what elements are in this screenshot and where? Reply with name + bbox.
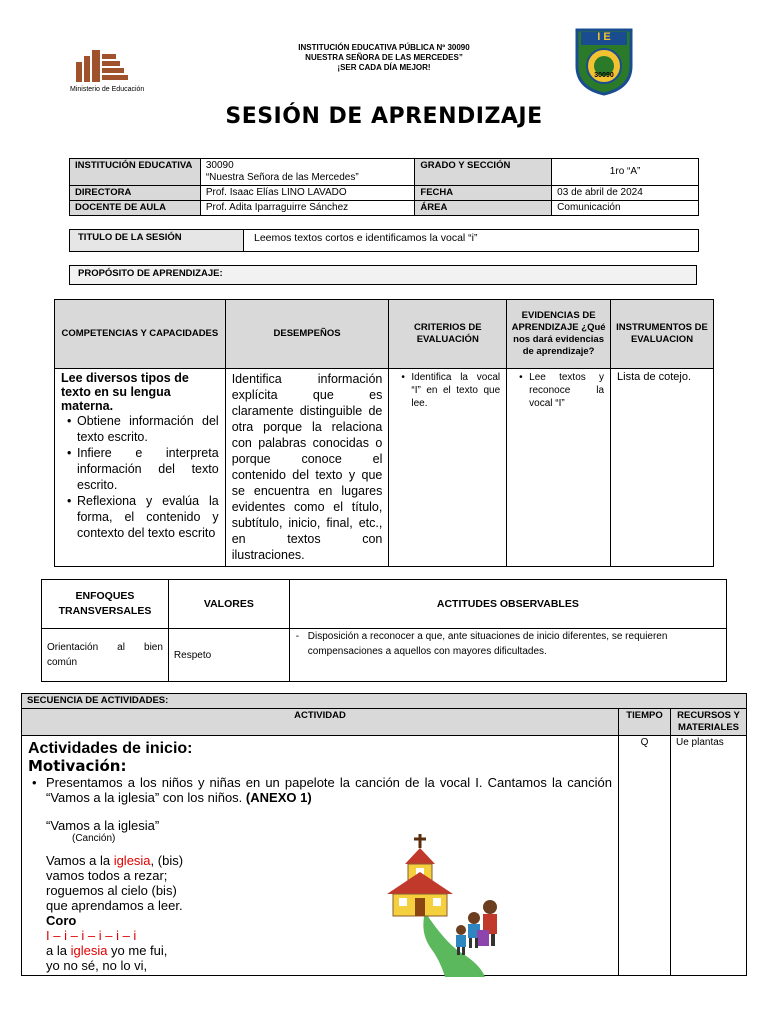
motivacion-title: Motivación: — [28, 757, 127, 775]
anexo-label: (ANEXO 1) — [245, 790, 312, 805]
actitud-cell — [289, 629, 726, 682]
actividad-cell — [22, 736, 619, 976]
tiempo-cell: Q — [619, 736, 671, 976]
grado-value: 1ro “A” — [552, 159, 699, 186]
activity-bullet: • Presentamos a los niños y niñas en un papelote la canción de la vocal I. Cantamos la canción “Vamos a la iglesia” con los niños. (ANEXO 1) — [32, 775, 613, 805]
lyric-line: que aprendamos a leer. — [46, 898, 183, 913]
capacidades-list — [61, 413, 219, 541]
actitud-text: Disposición a reconocer a que, ante situaciones de inicio diferentes, se requieren compensaciones a aquellos con mayores dificultades. — [307, 631, 668, 657]
evidencia-cell — [507, 369, 611, 567]
table-header-row — [42, 580, 727, 629]
church-icon — [385, 832, 515, 977]
table-row — [42, 629, 727, 682]
institucion-code: 30090 — [205, 160, 234, 171]
area-value: Comunicación — [552, 201, 699, 216]
table-row — [55, 369, 714, 567]
directora-value: Prof. Isaac Elías LINO LAVADO — [200, 186, 415, 201]
valor-cell: Respeto — [168, 629, 289, 682]
desempeno-cell: Identifica información explícita que es claramente distinguible de otra porque la relaciona con palabras conocidas o porque conoce el contenido del texto y que se encuentra en lugares evidentes como el título, subtítulo, inicio, final, etc., en textos con ilustraciones. — [225, 369, 389, 567]
school-crest — [573, 26, 635, 96]
column-header: ACTITUDES OBSERVABLES — [289, 580, 726, 629]
grado-label: GRADO Y SECCIÓN — [415, 159, 552, 186]
institucion-label: INSTITUCIÓN EDUCATIVA — [70, 159, 201, 186]
table-header-row — [22, 694, 747, 709]
column-header: RECURSOS Y MATERIALES — [671, 709, 747, 736]
secuencia-title: SECUENCIA DE ACTIVIDADES: — [22, 694, 747, 709]
school-header — [250, 43, 518, 73]
column-header: DESEMPEÑOS — [225, 300, 389, 369]
enfoques-table — [41, 579, 727, 682]
info-table — [69, 158, 699, 216]
ministry-logo-icon — [70, 48, 132, 84]
recursos-cell: Ue plantas — [671, 736, 747, 976]
institucion-name: “Nuestra Señora de las Mercedes” — [205, 172, 359, 183]
lyric-line: Vamos a la iglesia, (bis) — [46, 853, 184, 868]
table-header-row — [22, 709, 747, 736]
proposito-box: PROPÓSITO DE APRENDIZAJE: — [69, 265, 697, 285]
ministry-label: Ministerio de Educación — [70, 86, 145, 93]
column-header: COMPETENCIAS Y CAPACIDADES — [55, 300, 226, 369]
session-title-label: TITULO DE LA SESIÓN — [70, 230, 244, 251]
table-row — [70, 201, 699, 216]
page-title: SESIÓN DE APRENDIZAJE — [225, 104, 543, 129]
enfoque-cell: Orientación al bien común — [42, 629, 169, 682]
church-illustration — [385, 832, 515, 977]
lyric-line: a la iglesia yo me fui, — [46, 943, 168, 958]
lyric-line: yo no sé, no lo vi, — [46, 958, 148, 973]
competencia-cell — [55, 369, 226, 567]
lyric-line: vamos todos a rezar; — [46, 868, 168, 883]
column-header: INSTRUMENTOS DE EVALUACION — [611, 300, 714, 369]
song-lyrics — [28, 853, 612, 973]
list-item: • Identifica la vocal “I” en el texto que lee. — [403, 371, 500, 410]
table-row — [70, 159, 699, 186]
table-row — [70, 186, 699, 201]
song-subtitle: (Canción) — [72, 833, 116, 844]
lyric-line: roguemos al cielo (bis) — [46, 883, 177, 898]
competencias-table — [54, 299, 714, 567]
list-item: • Lee textos y reconoce la vocal “I” — [521, 371, 604, 410]
dash-bullet: - — [295, 631, 300, 642]
crest-text: I E — [597, 31, 611, 43]
ministry-logo — [70, 48, 145, 96]
school-line: INSTITUCIÓN EDUCATIVA PÚBLICA Nº 30090 — [298, 43, 470, 52]
docente-value: Prof. Adita Iparraguirre Sánchez — [200, 201, 415, 216]
school-line: NUESTRA SEÑORA DE LAS MERCEDES” — [305, 53, 463, 62]
docente-label: DOCENTE DE AULA — [70, 201, 201, 216]
column-header: ENFOQUES TRANSVERSALES — [42, 580, 169, 629]
column-header: ACTIVIDAD — [22, 709, 619, 736]
fecha-value: 03 de abril de 2024 — [552, 186, 699, 201]
crest-number: 30090 — [594, 72, 614, 79]
list-item: • Reflexiona y evalúa la forma, el contenido y contexto del texto escrito — [69, 493, 219, 541]
criterio-cell — [389, 369, 507, 567]
coro-line: I – i – i – i – i – i — [46, 928, 137, 943]
list-item: • Infiere e interpreta información del texto escrito. — [69, 445, 219, 493]
institucion-value — [200, 159, 415, 186]
column-header: EVIDENCIAS DE APRENDIZAJE ¿Qué nos dará evidencias de aprendizaje? — [507, 300, 611, 369]
column-header: CRITERIOS DE EVALUACIÓN — [389, 300, 507, 369]
list-item: • Obtiene información del texto escrito. — [69, 413, 219, 445]
song-title: “Vamos a la iglesia” — [46, 818, 160, 833]
secuencia-table — [21, 693, 747, 976]
session-title-value: Leemos textos cortos e identificamos la vocal “i” — [254, 232, 478, 244]
directora-label: DIRECTORA — [70, 186, 201, 201]
instrumento-cell: Lista de cotejo. — [611, 369, 714, 567]
fecha-label: FECHA — [415, 186, 552, 201]
column-header: VALORES — [168, 580, 289, 629]
school-line: ¡SER CADA DÍA MEJOR! — [337, 63, 431, 72]
column-header: TIEMPO — [619, 709, 671, 736]
bullet-text: Presentamos a los niños y niñas en un papelote la canción de la vocal I. Cantamos la canción “Vamos a la iglesia” con los niños. — [46, 775, 613, 805]
table-row — [22, 736, 747, 976]
coro-label: Coro — [46, 913, 77, 928]
session-title-box — [69, 229, 699, 252]
table-header-row — [55, 300, 714, 369]
area-label: ÁREA — [415, 201, 552, 216]
competencia-title: Lee diversos tipos de texto en su lengua materna. — [61, 371, 189, 413]
inicio-title: Actividades de inicio: — [28, 740, 193, 757]
